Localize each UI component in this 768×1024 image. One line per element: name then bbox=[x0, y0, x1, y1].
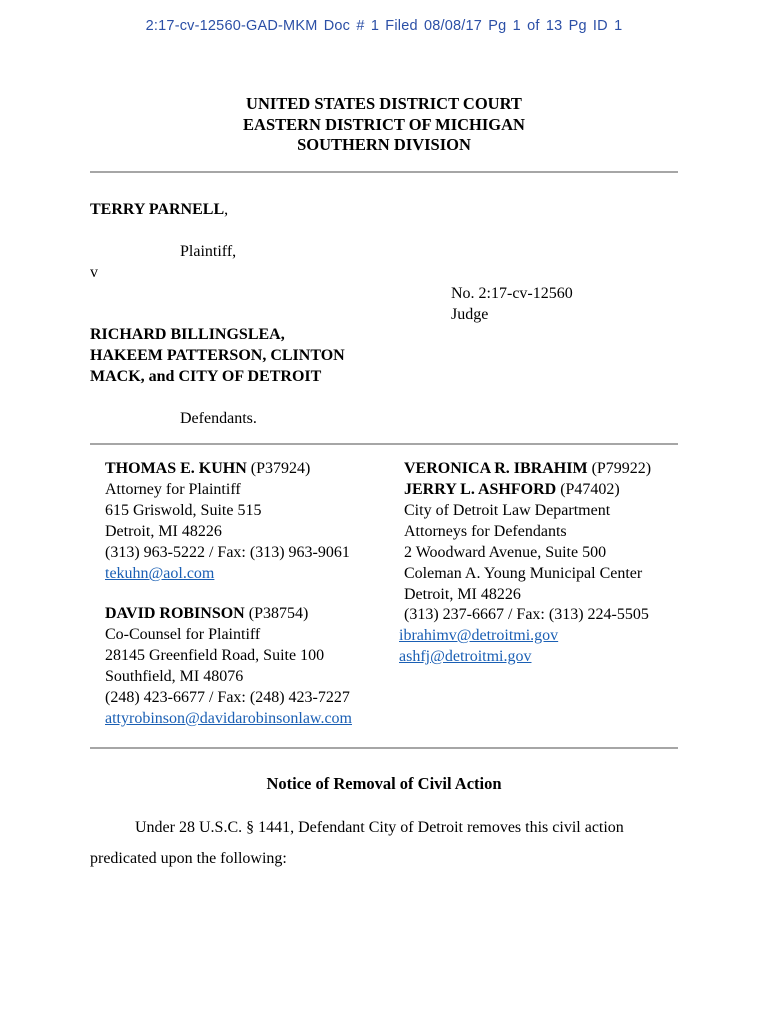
attorney-robinson-phone: (248) 423-6677 / Fax: (248) 423-7227 bbox=[105, 689, 350, 706]
attorney-robinson-email-link[interactable]: attyrobinson@davidarobinsonlaw.com bbox=[105, 710, 352, 727]
attorney-robinson-name: DAVID ROBINSON (P38754) bbox=[105, 605, 309, 622]
attorney-kuhn-email-link[interactable]: tekuhn@aol.com bbox=[105, 565, 215, 582]
divider-middle bbox=[90, 443, 678, 445]
judge-label: Judge bbox=[451, 306, 489, 323]
attorney-kuhn-role: Attorney for Plaintiff bbox=[105, 481, 241, 498]
versus: v bbox=[90, 264, 98, 281]
attorney-ashford-name: JERRY L. ASHFORD (P47402) bbox=[404, 481, 620, 498]
attorney-ashford-email-link[interactable]: ashfj@detroitmi.gov bbox=[399, 648, 532, 665]
notice-paragraph-line-2: predicated upon the following: bbox=[90, 850, 287, 867]
defense-city: Detroit, MI 48226 bbox=[404, 586, 521, 603]
defense-office: City of Detroit Law Department bbox=[404, 502, 611, 519]
attorney-ibrahim-email-link[interactable]: ibrahimv@detroitmi.gov bbox=[399, 627, 559, 644]
defense-building: Coleman A. Young Municipal Center bbox=[404, 565, 643, 582]
attorney-kuhn-street: 615 Griswold, Suite 515 bbox=[105, 502, 262, 519]
divider-top bbox=[90, 171, 678, 173]
plaintiff-name: TERRY PARNELL, bbox=[90, 201, 229, 218]
defendants-line-1: RICHARD BILLINGSLEA, bbox=[90, 326, 285, 343]
attorney-kuhn-city: Detroit, MI 48226 bbox=[105, 523, 222, 540]
defense-phone: (313) 237-6667 / Fax: (313) 224-5505 bbox=[404, 606, 649, 623]
notice-paragraph-line-1: Under 28 U.S.C. § 1441, Defendant City of Detroit removes this civil action bbox=[135, 819, 624, 836]
attorney-ibrahim-name: VERONICA R. IBRAHIM (P79922) bbox=[404, 460, 652, 477]
court-division: SOUTHERN DIVISION bbox=[297, 135, 471, 154]
notice-title: Notice of Removal of Civil Action bbox=[266, 774, 502, 793]
attorney-robinson-city: Southfield, MI 48076 bbox=[105, 668, 244, 685]
attorney-kuhn-phone: (313) 963-5222 / Fax: (313) 963-9061 bbox=[105, 544, 350, 561]
court-heading bbox=[0, 94, 768, 156]
defense-role: Attorneys for Defendants bbox=[404, 523, 567, 540]
attorney-robinson-role: Co-Counsel for Plaintiff bbox=[105, 626, 261, 643]
defendants-role: Defendants. bbox=[180, 410, 257, 427]
attorney-robinson-street: 28145 Greenfield Road, Suite 100 bbox=[105, 647, 325, 664]
attorney-kuhn-name: THOMAS E. KUHN (P37924) bbox=[105, 460, 311, 477]
defense-street: 2 Woodward Avenue, Suite 500 bbox=[404, 544, 607, 561]
plaintiff-role: Plaintiff, bbox=[180, 243, 237, 260]
court-district: EASTERN DISTRICT OF MICHIGAN bbox=[243, 114, 525, 134]
defendants-line-2: HAKEEM PATTERSON, CLINTON bbox=[90, 347, 345, 364]
ecf-header-stamp: 2:17-cv-12560-GAD-MKM Doc # 1 Filed 08/08/17 Pg 1 of 13 Pg ID 1 bbox=[145, 18, 623, 34]
defendants-line-3: MACK, and CITY OF DETROIT bbox=[90, 368, 322, 385]
court-name: UNITED STATES DISTRICT COURT bbox=[246, 94, 522, 113]
case-number: No. 2:17-cv-12560 bbox=[451, 285, 573, 302]
divider-bottom bbox=[90, 747, 678, 749]
